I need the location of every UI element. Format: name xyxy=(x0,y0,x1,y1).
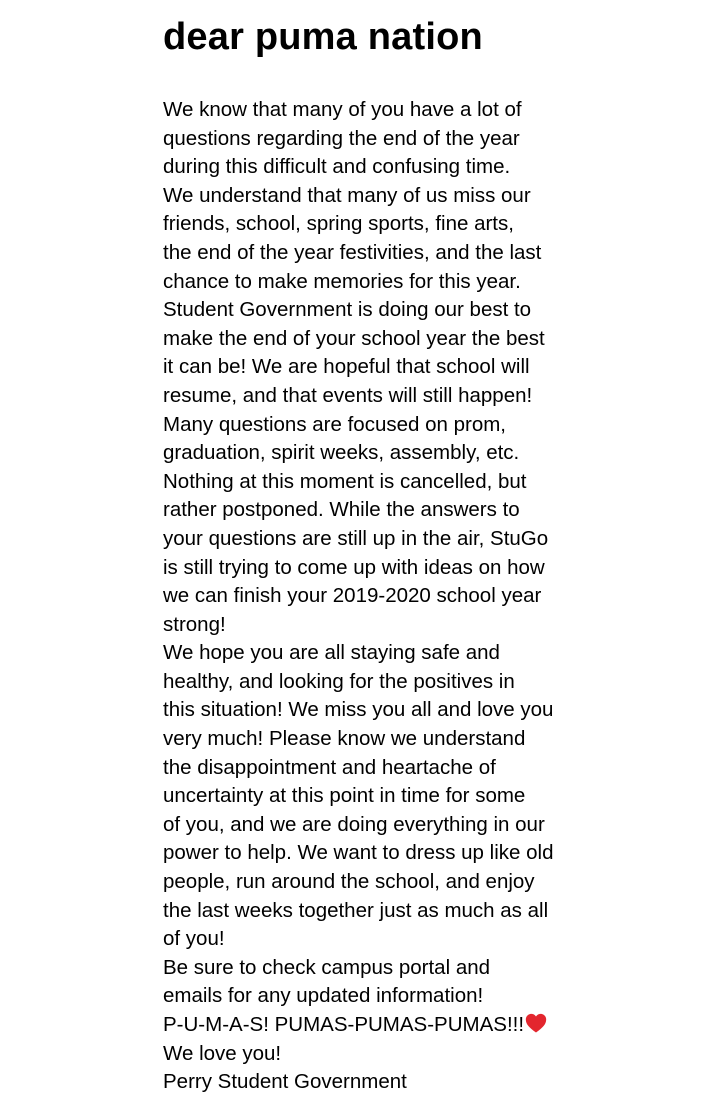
body-line: resume, and that events will still happen! xyxy=(163,383,533,407)
body-line: of you! xyxy=(163,927,225,951)
chant-text: P-U-M-A-S! PUMAS-PUMAS-PUMAS!!! xyxy=(163,1013,525,1036)
body-line: strong! xyxy=(163,612,226,636)
chant-line xyxy=(163,1011,583,1040)
body-line: we can finish your 2019-2020 school year xyxy=(163,584,542,608)
body-line: very much! Please know we understand xyxy=(163,727,526,751)
body-line: the end of the year festivities, and the last xyxy=(163,240,542,264)
signature-line: Perry Student Government xyxy=(163,1070,407,1094)
body-line: Student Government is doing our best to xyxy=(163,298,532,322)
body-line: We understand that many of us miss our xyxy=(163,183,531,207)
body-line: Many questions are focused on prom, xyxy=(163,412,506,436)
body-line: the last weeks together just as much as all xyxy=(163,898,549,922)
closing-line: We love you! xyxy=(163,1041,282,1065)
body-line: questions regarding the end of the year xyxy=(163,126,520,150)
note-body xyxy=(163,96,583,1097)
body-line: We know that many of you have a lot of xyxy=(163,98,522,121)
body-line: the disappointment and heartache of xyxy=(163,755,496,779)
body-line: Nothing at this moment is cancelled, but xyxy=(163,469,527,493)
body-line: graduation, spirit weeks, assembly, etc. xyxy=(163,441,520,465)
body-line: this situation! We miss you all and love you xyxy=(163,698,554,722)
body-line: power to help. We want to dress up like old xyxy=(163,841,554,865)
body-line: healthy, and looking for the positives in xyxy=(163,669,515,693)
body-line: uncertainty at this point in time for some xyxy=(163,784,526,808)
body-line: it can be! We are hopeful that school will xyxy=(163,355,530,379)
body-line: is still trying to come up with ideas on how xyxy=(163,555,545,579)
body-line: Be sure to check campus portal and xyxy=(163,955,491,979)
notes-document xyxy=(163,14,583,1097)
red-heart-icon xyxy=(525,1013,547,1033)
body-line: rather postponed. While the answers to xyxy=(163,498,520,522)
body-line: chance to make memories for this year. xyxy=(163,269,521,293)
note-title: dear puma nation xyxy=(163,16,483,58)
body-line: your questions are still up in the air, StuGo xyxy=(163,526,549,550)
body-line: friends, school, spring sports, fine arts, xyxy=(163,212,514,236)
body-line: during this difficult and confusing time. xyxy=(163,155,511,179)
body-line: emails for any updated information! xyxy=(163,984,484,1008)
body-line: make the end of your school year the best xyxy=(163,326,545,350)
body-line: of you, and we are doing everything in our xyxy=(163,812,545,836)
body-line: people, run around the school, and enjoy xyxy=(163,870,535,894)
body-line: We hope you are all staying safe and xyxy=(163,641,500,665)
